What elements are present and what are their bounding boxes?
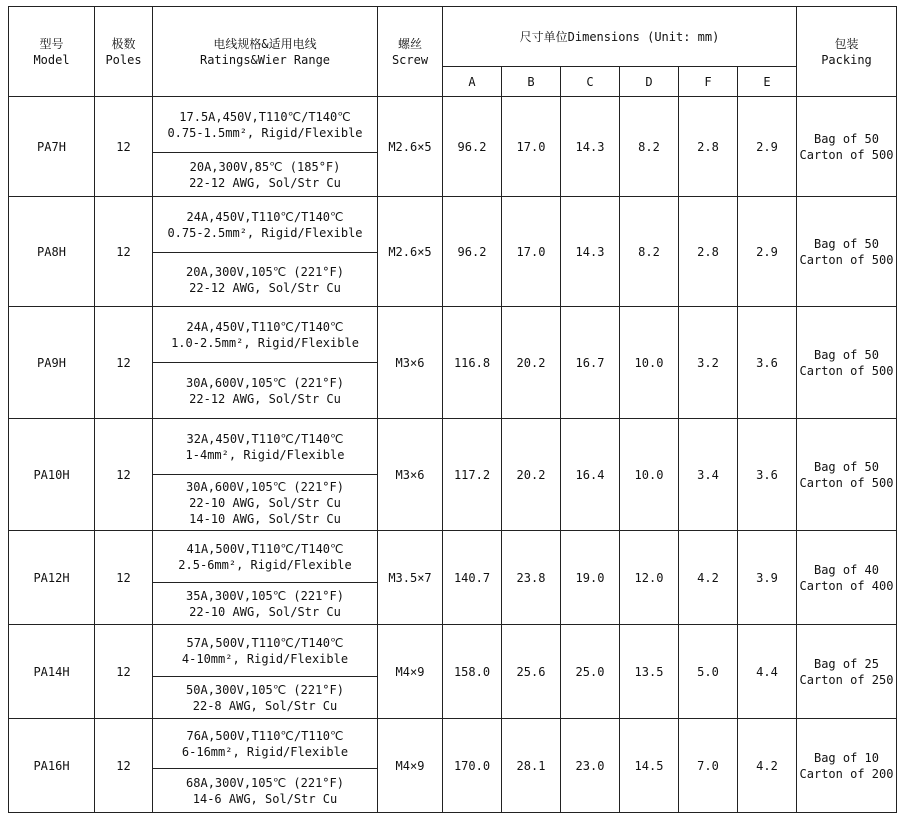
- dim-cell-c: 14.3: [561, 97, 620, 197]
- dim-cell-c: 19.0: [561, 531, 620, 625]
- dim-cell-f: 3.2: [679, 307, 738, 419]
- header-dim-f: F: [679, 67, 738, 97]
- dim-cell-b: 20.2: [502, 419, 561, 531]
- packing-cell-line: Carton of 400: [799, 578, 894, 593]
- rating-secondary-line: 22-12 AWG, Sol/Str Cu: [189, 175, 341, 190]
- dim-cell-b: 17.0: [502, 197, 561, 307]
- rating-primary-line: 6-16mm², Rigid/Flexible: [181, 744, 349, 759]
- rating-secondary-line: 22-8 AWG, Sol/Str Cu: [192, 698, 338, 713]
- packing-cell-line: Bag of 50: [813, 131, 880, 146]
- dim-cell-b: 20.2: [502, 307, 561, 419]
- rating-primary-line: 1.0-2.5mm², Rigid/Flexible: [171, 335, 359, 350]
- rating-primary-line: 76A,500V,T110℃/T110℃: [186, 728, 344, 743]
- rating-primary-line: 2.5-6mm², Rigid/Flexible: [178, 557, 352, 572]
- dim-cell-b: 28.1: [502, 719, 561, 813]
- poles-cell: 12: [95, 625, 153, 719]
- dim-cell-e: 4.2: [738, 719, 797, 813]
- screw-cell: M3.5×7: [378, 531, 443, 625]
- header-row: [9, 7, 897, 67]
- dim-cell-c: 25.0: [561, 625, 620, 719]
- dim-cell-e: 2.9: [738, 197, 797, 307]
- rating-secondary-line: 20A,300V,85℃ (185°F): [189, 159, 341, 174]
- rating-primary-line: 32A,450V,T110℃/T140℃: [186, 431, 344, 446]
- model-cell: PA8H: [9, 197, 95, 307]
- packing-cell-line: Carton of 500: [799, 147, 894, 162]
- packing-cell: [797, 531, 897, 625]
- dim-cell-a: 158.0: [443, 625, 502, 719]
- packing-cell-line: Carton of 200: [799, 766, 894, 781]
- table-row: [9, 307, 897, 363]
- dim-cell-f: 2.8: [679, 97, 738, 197]
- header-dim-a: A: [443, 67, 502, 97]
- dim-cell-e: 3.9: [738, 531, 797, 625]
- dim-cell-d: 13.5: [620, 625, 679, 719]
- model-cell: PA9H: [9, 307, 95, 419]
- packing-cell-line: Bag of 10: [813, 750, 880, 765]
- table-row: [9, 419, 897, 475]
- dim-cell-e: 2.9: [738, 97, 797, 197]
- dim-cell-e: 3.6: [738, 419, 797, 531]
- dim-cell-d: 12.0: [620, 531, 679, 625]
- model-cell: PA12H: [9, 531, 95, 625]
- poles-cell: 12: [95, 419, 153, 531]
- poles-cell: 12: [95, 197, 153, 307]
- table-row: [9, 97, 897, 153]
- poles-cell: 12: [95, 97, 153, 197]
- spec-table: [8, 6, 897, 813]
- header-screw: 螺丝 Screw: [378, 7, 443, 97]
- dim-cell-b: 25.6: [502, 625, 561, 719]
- model-cell: PA14H: [9, 625, 95, 719]
- header-model: 型号 Model: [9, 7, 95, 97]
- header-dim-d: D: [620, 67, 679, 97]
- packing-cell-line: Carton of 500: [799, 363, 894, 378]
- rating-secondary-line: 30A,600V,105℃ (221°F): [186, 479, 344, 494]
- packing-cell-line: Carton of 250: [799, 672, 894, 687]
- rating-secondary-line: 20A,300V,105℃ (221°F): [186, 264, 344, 279]
- header-dim-b: B: [502, 67, 561, 97]
- dim-cell-e: 3.6: [738, 307, 797, 419]
- dim-cell-d: 14.5: [620, 719, 679, 813]
- rating-primary-line: 17.5A,450V,T110℃/T140℃: [179, 109, 351, 124]
- rating-primary: [153, 419, 378, 475]
- dim-cell-c: 16.7: [561, 307, 620, 419]
- packing-cell-line: Bag of 50: [813, 347, 880, 362]
- packing-cell: [797, 97, 897, 197]
- header-dim-c: C: [561, 67, 620, 97]
- rating-secondary-line: 68A,300V,105℃ (221°F): [186, 775, 344, 790]
- table-row: [9, 197, 897, 253]
- rating-secondary: [153, 153, 378, 197]
- dim-cell-d: 10.0: [620, 307, 679, 419]
- dim-cell-f: 2.8: [679, 197, 738, 307]
- rating-secondary: [153, 769, 378, 813]
- table-row: [9, 531, 897, 583]
- header-dim-e: E: [738, 67, 797, 97]
- rating-secondary-line: 22-12 AWG, Sol/Str Cu: [189, 280, 341, 295]
- rating-primary: [153, 197, 378, 253]
- dim-cell-a: 140.7: [443, 531, 502, 625]
- packing-cell-line: Bag of 50: [813, 236, 880, 251]
- screw-cell: M4×9: [378, 625, 443, 719]
- screw-cell: M2.6×5: [378, 97, 443, 197]
- poles-cell: 12: [95, 531, 153, 625]
- rating-primary-line: 4-10mm², Rigid/Flexible: [181, 651, 349, 666]
- rating-secondary-line: 30A,600V,105℃ (221°F): [186, 375, 344, 390]
- packing-cell: [797, 197, 897, 307]
- rating-primary: [153, 307, 378, 363]
- rating-primary-line: 41A,500V,T110℃/T140℃: [186, 541, 344, 556]
- dim-cell-a: 116.8: [443, 307, 502, 419]
- screw-cell: M4×9: [378, 719, 443, 813]
- rating-secondary-line: 14-6 AWG, Sol/Str Cu: [192, 791, 338, 806]
- header-ratings: 电线规格&适用电线 Ratings&Wier Range: [153, 7, 378, 97]
- model-cell: PA10H: [9, 419, 95, 531]
- screw-cell: M3×6: [378, 307, 443, 419]
- rating-secondary: [153, 475, 378, 531]
- dim-cell-d: 10.0: [620, 419, 679, 531]
- poles-cell: 12: [95, 719, 153, 813]
- dim-cell-a: 170.0: [443, 719, 502, 813]
- header-packing: 包装 Packing: [797, 7, 897, 97]
- dim-cell-e: 4.4: [738, 625, 797, 719]
- table-row: [9, 719, 897, 769]
- rating-primary: [153, 719, 378, 769]
- rating-primary-line: 0.75-1.5mm², Rigid/Flexible: [167, 125, 363, 140]
- dim-cell-c: 14.3: [561, 197, 620, 307]
- rating-primary-line: 57A,500V,T110℃/T140℃: [186, 635, 344, 650]
- dim-cell-d: 8.2: [620, 97, 679, 197]
- rating-secondary: [153, 363, 378, 419]
- dim-cell-b: 23.8: [502, 531, 561, 625]
- rating-secondary: [153, 677, 378, 719]
- dim-cell-f: 5.0: [679, 625, 738, 719]
- dim-cell-a: 117.2: [443, 419, 502, 531]
- table-row: [9, 625, 897, 677]
- packing-cell: [797, 419, 897, 531]
- packing-cell: [797, 307, 897, 419]
- dim-cell-a: 96.2: [443, 97, 502, 197]
- rating-primary-line: 1-4mm², Rigid/Flexible: [185, 447, 345, 462]
- rating-secondary: [153, 253, 378, 307]
- rating-primary: [153, 97, 378, 153]
- rating-secondary-line: 50A,300V,105℃ (221°F): [186, 682, 344, 697]
- packing-cell: [797, 719, 897, 813]
- dim-cell-c: 23.0: [561, 719, 620, 813]
- rating-secondary-line: 22-12 AWG, Sol/Str Cu: [189, 391, 341, 406]
- rating-secondary-line: 35A,300V,105℃ (221°F): [186, 588, 344, 603]
- model-cell: PA16H: [9, 719, 95, 813]
- packing-cell: [797, 625, 897, 719]
- packing-cell-line: Bag of 40: [813, 562, 880, 577]
- dim-cell-f: 7.0: [679, 719, 738, 813]
- rating-secondary-line: 22-10 AWG, Sol/Str Cu: [189, 604, 341, 619]
- poles-cell: 12: [95, 307, 153, 419]
- rating-primary-line: 24A,450V,T110℃/T140℃: [186, 209, 344, 224]
- screw-cell: M2.6×5: [378, 197, 443, 307]
- packing-cell-line: Carton of 500: [799, 475, 894, 490]
- header-dimensions: 尺寸单位Dimensions (Unit: mm): [443, 7, 797, 67]
- dim-cell-d: 8.2: [620, 197, 679, 307]
- header-poles: 极数 Poles: [95, 7, 153, 97]
- dim-cell-c: 16.4: [561, 419, 620, 531]
- packing-cell-line: Carton of 500: [799, 252, 894, 267]
- dim-cell-f: 3.4: [679, 419, 738, 531]
- dim-cell-b: 17.0: [502, 97, 561, 197]
- model-cell: PA7H: [9, 97, 95, 197]
- table-body: [9, 97, 897, 813]
- rating-secondary-line: 14-10 AWG, Sol/Str Cu: [189, 511, 341, 526]
- rating-primary-line: 0.75-2.5mm², Rigid/Flexible: [167, 225, 363, 240]
- rating-primary: [153, 625, 378, 677]
- rating-secondary: [153, 583, 378, 625]
- packing-cell-line: Bag of 25: [813, 656, 880, 671]
- dim-cell-f: 4.2: [679, 531, 738, 625]
- rating-primary: [153, 531, 378, 583]
- dim-cell-a: 96.2: [443, 197, 502, 307]
- rating-primary-line: 24A,450V,T110℃/T140℃: [186, 319, 344, 334]
- rating-secondary-line: 22-10 AWG, Sol/Str Cu: [189, 495, 341, 510]
- packing-cell-line: Bag of 50: [813, 459, 880, 474]
- screw-cell: M3×6: [378, 419, 443, 531]
